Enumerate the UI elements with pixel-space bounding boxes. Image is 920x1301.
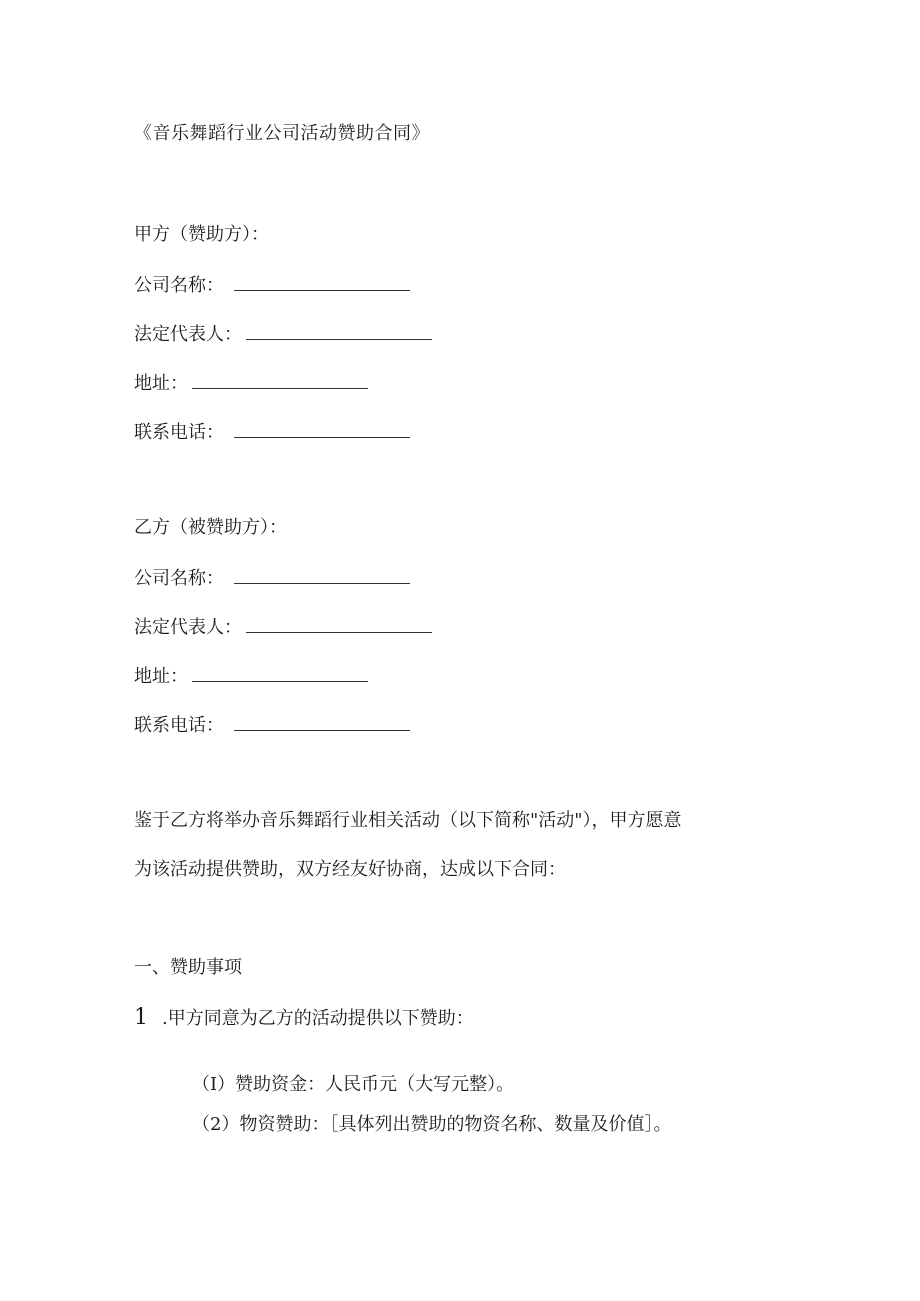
preamble-line-2: 为该活动提供赞助，双方经友好协商，达成以下合同： [134,859,566,880]
party-b-heading: 乙方（被赞助方）： [134,517,287,538]
party-a-address-row [134,370,368,396]
party-a-rep-blank[interactable] [246,321,432,340]
party-a-address-blank[interactable] [192,370,368,389]
party-a-address-label: 地址： [134,373,188,394]
document-title: 《音乐舞蹈行业公司活动赞助合同》 [134,123,430,144]
preamble-line-1: 鉴于乙方将举办音乐舞蹈行业相关活动（以下简称"活动"），甲方愿意 [134,810,682,831]
party-a-phone-label: 联系电话： [134,422,224,443]
section-1-item-1 [134,1006,474,1031]
party-b-address-label: 地址： [134,666,188,687]
party-a-rep-label: 法定代表人： [134,324,242,345]
party-a-company-blank[interactable] [234,272,410,291]
party-b-company-row [134,565,410,591]
item-number: 1 [134,1005,148,1030]
party-a-heading: 甲方（赞助方）： [134,224,269,245]
party-b-address-blank[interactable] [192,663,368,682]
section-1-sub-1: （I）赞助资金：人民币元（大写元整）。 [192,1074,515,1095]
party-a-rep-row [134,321,432,347]
party-b-company-blank[interactable] [234,565,410,584]
party-b-rep-label: 法定代表人： [134,617,242,638]
party-a-company-row [134,272,410,298]
party-b-phone-blank[interactable] [234,712,410,731]
party-a-phone-blank[interactable] [234,419,410,438]
section-1-sub-2: （2）物资赞助：［具体列出赞助的物资名称、数量及价值］。 [192,1114,672,1135]
item-text: .甲方同意为乙方的活动提供以下赞助： [162,1008,474,1029]
party-b-phone-row [134,712,410,738]
party-a-phone-row [134,419,410,445]
party-a-company-label: 公司名称： [134,275,224,296]
section-1-heading: 一、赞助事项 [134,957,242,978]
party-b-rep-blank[interactable] [246,614,432,633]
party-b-company-label: 公司名称： [134,568,224,589]
party-b-address-row [134,663,368,689]
party-b-phone-label: 联系电话： [134,715,224,736]
party-b-rep-row [134,614,432,640]
